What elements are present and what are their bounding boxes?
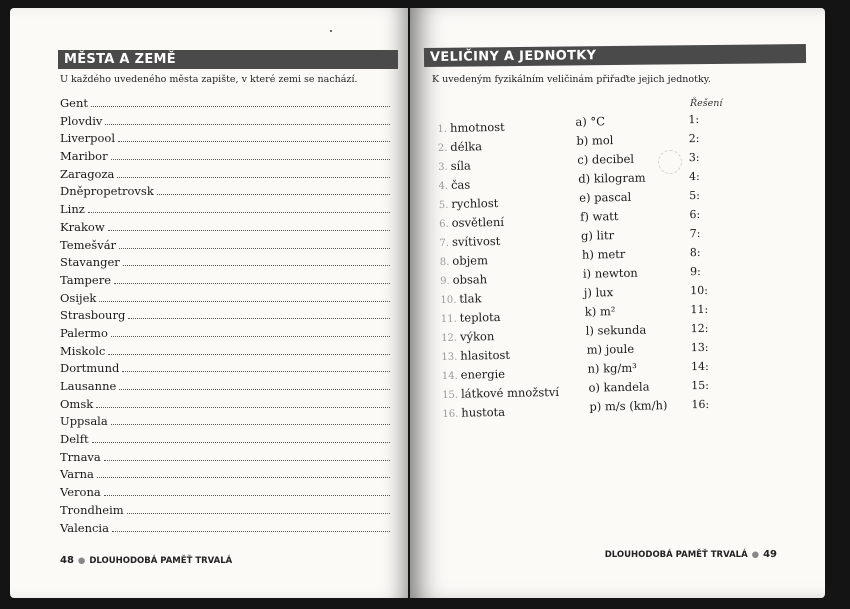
city-row — [60, 131, 390, 149]
quantity-label: čas — [450, 177, 471, 192]
smudge-mark — [658, 150, 682, 174]
city-name: Trondheim — [60, 502, 124, 517]
city-row — [60, 397, 390, 415]
city-list — [60, 96, 390, 538]
answer-line[interactable] — [114, 274, 390, 284]
unit-item: a) °C — [575, 114, 606, 129]
right-page — [410, 8, 825, 598]
quantity-item — [442, 366, 559, 387]
city-row — [60, 432, 390, 450]
city-row — [60, 361, 390, 379]
unit-list — [575, 113, 667, 418]
unit-item: g) litr — [580, 228, 615, 243]
quantity-item — [442, 385, 559, 406]
footer-text: DLOUHODOBÁ PAMĚŤ TRVALÁ — [89, 556, 233, 566]
answer-line[interactable] — [111, 327, 390, 337]
answer-slot[interactable]: 15: — [691, 378, 710, 393]
answer-line[interactable] — [128, 309, 390, 319]
city-row — [60, 255, 390, 273]
answer-line[interactable] — [88, 203, 390, 213]
quantity-item — [441, 328, 558, 349]
answer-line[interactable] — [119, 239, 390, 249]
city-row — [60, 485, 390, 503]
city-row — [60, 414, 390, 432]
quantity-item — [441, 347, 558, 368]
quantity-item — [441, 309, 558, 330]
answer-line[interactable] — [127, 504, 390, 514]
city-row — [60, 96, 390, 114]
answer-line[interactable] — [117, 168, 390, 178]
city-name: Miskolc — [60, 343, 106, 358]
quantity-label: hustota — [461, 404, 506, 420]
city-name: Varna — [60, 467, 94, 482]
quantity-label: hmotnost — [449, 119, 505, 135]
city-name: Maribor — [60, 149, 108, 164]
city-name: Lausanne — [60, 379, 117, 393]
quantity-label: výkon — [459, 329, 495, 344]
quantity-item — [437, 119, 554, 140]
quantity-item — [440, 290, 557, 311]
answer-slot[interactable]: 10: — [690, 283, 709, 298]
unit-item: k) m² — [584, 304, 616, 319]
quantity-label: látkové množství — [460, 384, 560, 401]
city-name: Zaragoza — [60, 166, 115, 181]
city-name: Liverpool — [60, 131, 116, 146]
page-footer — [60, 555, 232, 566]
city-row — [60, 467, 390, 485]
quantity-label: osvětlení — [451, 214, 505, 230]
answer-slot[interactable]: 4: — [689, 169, 700, 184]
city-row — [60, 450, 390, 468]
city-name: Trnava — [60, 449, 101, 464]
quantity-item — [440, 271, 557, 292]
unit-item: p) m/s (km/h) — [589, 398, 668, 414]
answer-slot[interactable]: 9: — [690, 264, 701, 279]
footer-text: DLOUHODOBÁ PAMĚŤ TRVALÁ — [604, 550, 748, 560]
quantity-item — [438, 138, 555, 159]
answer-list — [688, 113, 709, 417]
item-number: 11. — [440, 313, 457, 326]
city-name: Verona — [60, 485, 101, 500]
item-number: 12. — [441, 332, 458, 345]
quantity-label: teplota — [459, 309, 501, 325]
item-number: 14. — [441, 370, 458, 383]
city-name: Valencia — [60, 520, 109, 535]
speck-icon — [330, 30, 332, 32]
city-name: Osijek — [60, 290, 97, 305]
answer-slot[interactable]: 14: — [690, 359, 709, 374]
page-footer — [605, 549, 777, 560]
quantity-item — [439, 195, 556, 216]
unit-item: c) decibel — [577, 151, 635, 167]
item-number: 9. — [440, 275, 450, 288]
quantity-label: tlak — [459, 291, 482, 306]
answer-line[interactable] — [157, 185, 390, 195]
answer-line[interactable] — [111, 415, 390, 425]
city-name: Krakow — [60, 219, 105, 234]
city-name: Linz — [60, 202, 85, 217]
answer-line[interactable] — [108, 345, 390, 355]
city-row — [60, 291, 390, 309]
answer-slot[interactable]: 12: — [690, 321, 709, 336]
answer-line[interactable] — [112, 522, 390, 532]
item-number: 10. — [440, 294, 457, 307]
bullet-icon: ● — [751, 550, 760, 560]
answer-slot[interactable]: 1: — [688, 112, 700, 127]
quantity-label: hlasitost — [460, 347, 511, 363]
city-row — [60, 238, 390, 256]
quantity-item — [439, 233, 556, 254]
answer-line[interactable] — [122, 362, 390, 372]
item-number: 3. — [438, 161, 448, 174]
unit-item: f) watt — [580, 209, 619, 224]
answer-slot[interactable]: 13: — [690, 340, 709, 355]
city-name: Dortmund — [60, 361, 120, 376]
answer-slot[interactable]: 5: — [689, 188, 701, 203]
answer-line[interactable] — [105, 115, 390, 125]
quantity-item — [438, 176, 555, 197]
unit-item: j) lux — [583, 285, 614, 300]
city-row — [60, 149, 390, 167]
unit-item: b) mol — [576, 133, 614, 148]
city-name: Plovdiv — [60, 113, 103, 128]
answer-line[interactable] — [119, 380, 390, 390]
answer-slot[interactable]: 2: — [688, 131, 700, 146]
city-name: Strasbourg — [60, 308, 126, 323]
item-number: 16. — [442, 408, 459, 420]
left-page — [10, 8, 408, 598]
unit-item: h) metr — [581, 246, 626, 262]
answer-line[interactable] — [96, 398, 390, 408]
item-number: 6. — [439, 218, 449, 231]
city-name: Palermo — [60, 325, 108, 340]
answer-slot[interactable]: 3: — [688, 150, 700, 165]
quantity-label: rychlost — [451, 195, 499, 211]
city-name: Dněpropetrovsk — [60, 184, 154, 199]
city-row — [60, 202, 390, 220]
quantity-label: objem — [452, 253, 489, 268]
city-name: Temešvár — [60, 237, 117, 252]
city-row — [60, 184, 390, 202]
instruction-text: K uvedeným fyzikálním veličinám přiřaďte jejich jednotky. — [432, 74, 711, 85]
answer-slot[interactable]: 7: — [689, 226, 701, 241]
city-row — [60, 308, 390, 326]
answer-slot[interactable]: 11: — [690, 302, 709, 317]
city-row — [60, 503, 390, 521]
answer-line[interactable] — [108, 221, 390, 231]
quantity-label: síla — [450, 158, 471, 173]
answer-line[interactable] — [104, 451, 390, 461]
quantity-label: svítivost — [451, 233, 501, 249]
city-name: Stavanger — [60, 255, 120, 270]
city-row — [60, 114, 390, 132]
item-number: 1. — [437, 123, 448, 136]
city-row — [60, 379, 390, 397]
city-row — [60, 273, 390, 291]
answer-slot[interactable]: 8: — [689, 245, 701, 260]
unit-item: e) pascal — [579, 189, 632, 205]
quantity-item — [438, 157, 555, 178]
bullet-icon: ● — [77, 556, 86, 566]
answer-line[interactable] — [91, 97, 390, 107]
answer-slot[interactable]: 6: — [689, 207, 701, 222]
quantity-item — [439, 214, 556, 235]
item-number: 7. — [439, 237, 450, 250]
answer-line[interactable] — [104, 486, 390, 496]
item-number: 4. — [438, 180, 449, 193]
city-row — [60, 521, 390, 539]
city-name: Delft — [60, 432, 89, 447]
city-name: Uppsala — [60, 414, 108, 429]
unit-item: o) kandela — [588, 379, 650, 395]
city-row — [60, 220, 390, 238]
item-number: 2. — [437, 142, 448, 155]
answers-heading: Řešení — [690, 98, 723, 109]
answer-line[interactable] — [111, 150, 390, 160]
item-number: 13. — [441, 351, 458, 364]
quantity-list — [437, 119, 559, 425]
quantity-item — [442, 404, 559, 425]
answer-line[interactable] — [92, 433, 390, 443]
city-row — [60, 326, 390, 344]
city-row — [60, 344, 390, 362]
instruction-text: U každého uvedeného města zapište, v které zemi se nachází. — [60, 74, 358, 85]
answer-line[interactable] — [118, 132, 390, 142]
unit-item: n) kg/m³ — [587, 360, 637, 376]
city-name: Gent — [60, 96, 89, 110]
item-number: 5. — [438, 199, 449, 212]
page-number: 48 — [60, 555, 74, 566]
city-name: Tampere — [60, 272, 112, 287]
unit-item: m) joule — [586, 341, 635, 357]
unit-item: d) kilogram — [578, 170, 646, 186]
quantity-label: délka — [450, 139, 483, 154]
item-number: 15. — [442, 389, 459, 402]
quantity-label: energie — [460, 366, 506, 382]
city-row — [60, 167, 390, 185]
unit-item: l) sekunda — [585, 322, 647, 338]
section-title: MĚSTA A ZEMĚ — [58, 50, 398, 69]
city-name: Omsk — [60, 396, 94, 411]
item-number: 8. — [439, 256, 450, 269]
quantity-label: obsah — [452, 272, 488, 287]
answer-line[interactable] — [99, 292, 390, 302]
section-title: VELIČINY A JEDNOTKY — [424, 44, 806, 67]
answer-line[interactable] — [97, 468, 390, 478]
answer-line[interactable] — [123, 256, 390, 266]
answer-slot[interactable]: 16: — [691, 397, 710, 412]
quantity-item — [440, 252, 557, 273]
page-number: 49 — [763, 549, 777, 560]
unit-item: i) newton — [582, 265, 638, 281]
